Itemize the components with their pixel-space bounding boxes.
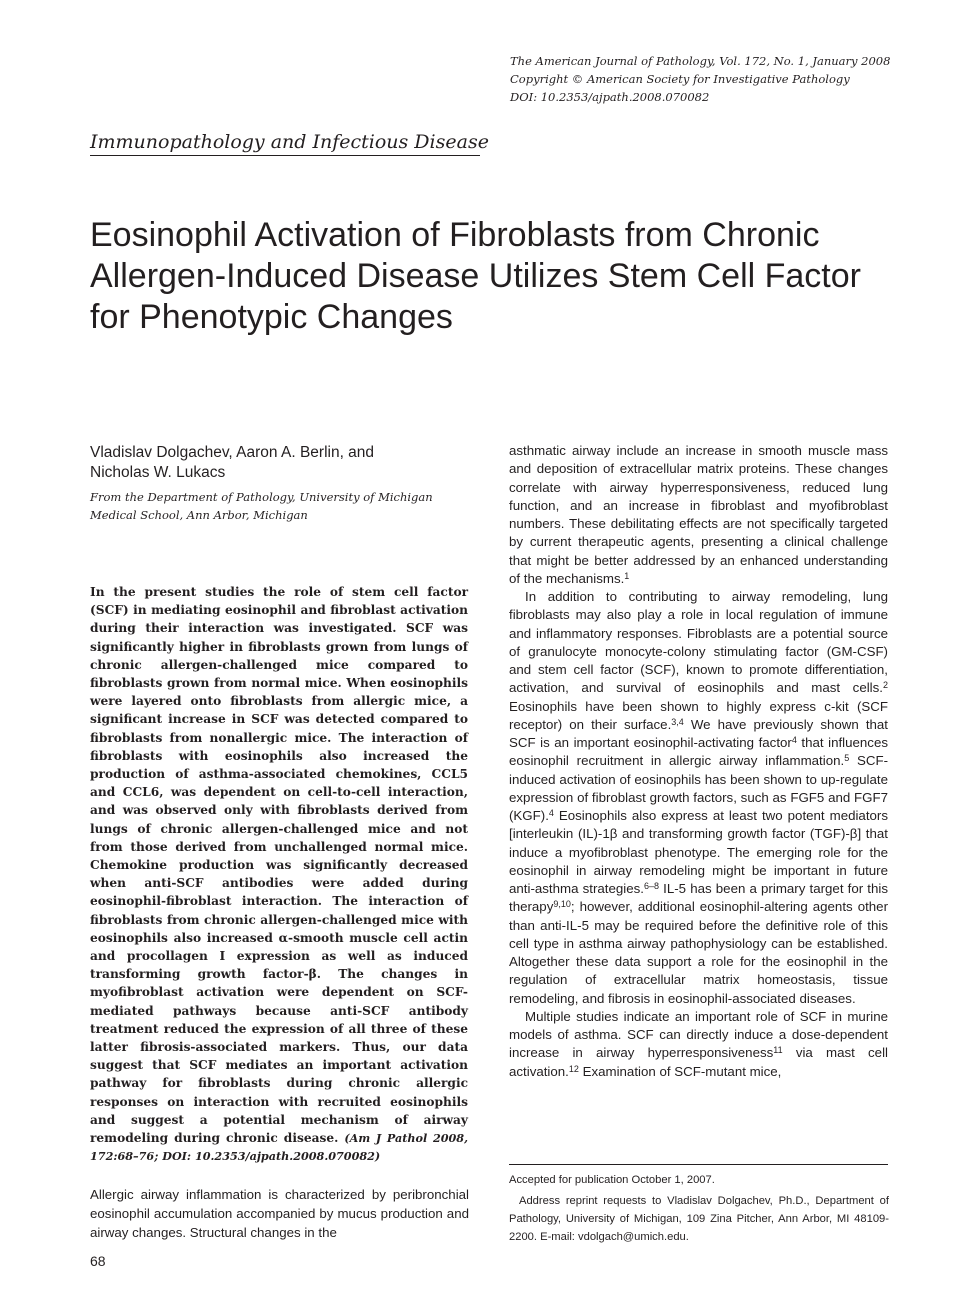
text-run: We have previously shown that SCF is an important eosinophil-activating factor [509,716,888,750]
reference-marker: 9,10 [553,899,571,910]
text-run: Eosinophils also express at least two potent mediators [interleukin (IL)-1β and transforming growth factor (TGF)-β] that induce a myofibroblast phenotype. The emerging role for the eosinophil in airway remodeling might be important in future anti-asthma strategies. [509,808,888,896]
text-run: Eosinophils have been shown to highly express c-kit (SCF receptor) on their surface. [509,698,888,732]
reference-marker: 2 [882,680,888,691]
reference-marker: 4 [548,808,554,818]
section-heading: Immunopathology and Infectious Disease [90,131,480,156]
paragraph-1 [509,442,888,588]
page-number: 68 [90,1253,106,1269]
abstract-citation: (Am J Pathol 2008, 172:68–76; DOI: 10.2353/ajpath.2008.070082) [90,1131,468,1164]
text-run: asthmatic airway include an increase in smooth muscle mass and deposition of extracellular matrix proteins. These changes correlate with airway hyperresponsiveness, reduced lung function, and an increase in fibroblast and myofibroblast numbers. These debilitating effects are not specifically targeted by current therapeutic agents, presenting a clinical challenge that might be better addressed by an enhanced understanding of the mechanisms. [509,443,888,586]
text-run: In addition to contributing to airway remodeling, lung fibroblasts may also play a role in local regulation of immune and inflammatory responses. Fibroblasts are a potential source of granulocyte monocyte-colony stimulating factor (GM-CSF) and stem cell factor (SCF), known to promote differentiation, activation, and survival of eosinophils and mast cells. [509,589,888,696]
journal-header [510,52,950,106]
reference-marker: 4 [791,735,797,745]
authors-line-1: Vladislav Dolgachev, Aaron A. Berlin, and [90,444,375,461]
text-run: SCF-induced activation of eosinophils has been shown to up-regulate expression of fibroblast growth factors, such as FGF5 and FGF7 (KGF). [509,753,889,823]
reference-marker: 6–8 [643,881,659,891]
abstract-text: In the present studies the role of stem cell factor (SCF) in mediating eosinophil and fibroblast activation during their interaction was investigated. SCF was significantly higher in fibroblasts grown from lungs of chronic allergen-challenged mice compared to fibroblasts grown from normal mice. When eosinophils were layered onto fibroblasts from allergic mice, a significant increase in SCF was detected compared to fibroblasts from nonallergic mice. The interaction of fibroblasts with eosinophils also increased the production of asthma-associated chemokines, CCL5 and CCL6, was dependent on cell-to-cell interaction, and was observed only with fibroblasts derived from lungs of chronic allergen-challenged mice and not from those derived from unchallenged normal mice. Chemokine production was significantly decreased when anti-SCF antibodies were added during eosinophil-fibroblast interaction. The interaction of fibroblasts from chronic allergen-challenged mice with eosinophils also increased α-smooth muscle cell actin and procollagen I expression as well as induced transforming growth factor-β. The changes in myofibroblast activation were dependent on SCF-mediated pathways because anti-SCF antibody treatment reduced the expression of all three of these latter fibrosis-associated markers. Thus, our data suggest that SCF mediates an important activation pathway for fibroblasts during chronic allergic responses on interaction with recruited eosinophils and suggest a potential mechanism of airway remodeling during chronic disease. [90,585,468,1146]
reference-marker: 11 [773,1045,783,1056]
reference-marker: 5 [844,753,850,764]
body-text-right [509,442,888,1081]
paragraph-2 [509,588,888,1008]
copyright-line: Copyright © American Society for Investigative Pathology [510,72,850,86]
reference-marker: 1 [624,570,630,581]
author-list [90,443,470,483]
journal-citation: The American Journal of Pathology, Vol. 172, No. 1, January 2008 [510,54,891,68]
affiliation-line-2: Medical School, Ann Arbor, Michigan [90,508,308,522]
text-run: Multiple studies indicate an important role of SCF in murine models of asthma. SCF can directly induce a dose-dependent increase in airway hyperresponsiveness [509,1008,888,1061]
doi-line: DOI: 10.2353/ajpath.2008.070082 [510,90,710,104]
affiliation-line-1: From the Department of Pathology, University of Michigan [90,490,433,504]
affiliation [90,488,470,524]
reference-marker: 3,4 [671,716,684,727]
abstract [90,583,468,1166]
authors-line-2: Nicholas W. Lukacs [90,464,226,481]
paragraph-3 [509,1008,888,1081]
body-text-left: Allergic airway inflammation is characterized by peribronchial eosinophil accumulation accompanied by mucus production and airway changes. Structural changes in the [90,1187,469,1240]
text-run: that influences eosinophil recruitment in allergic airway inflammation. [509,735,888,769]
accepted-footnote: Accepted for publication October 1, 2007. [509,1174,715,1186]
reprint-footnote: Address reprint requests to Vladislav Dolgachev, Ph.D., Department of Pathology, University of Michigan, 109 Zina Pitcher, Ann Arbor, MI 48109-2200. E-mail: vdolgach@umich.edu. [509,1195,889,1243]
text-run: via mast cell activation. [509,1045,888,1079]
text-run: Examination of SCF-mutant mice, [578,1063,782,1079]
article-title: Eosinophil Activation of Fibroblasts from Chronic Allergen-Induced Disease Utilizes Stem Cell Factor for Phenotypic Changes [90,216,861,336]
footnote-divider [509,1164,888,1165]
reference-marker: 12 [568,1063,579,1074]
text-run: IL-5 has been a primary target for this therapy [509,881,889,915]
text-run: ; however, additional eosinophil-altering agents other than anti-IL-5 may be required before the definitive role of this cell type in asthma airway pathophysiology can be established. Altogether these data support a role for the eosinophil in the regulation of extracellular matrix homeostasis, tissue remodeling, and fibrosis in eosinophil-associated diseases. [509,899,888,1006]
